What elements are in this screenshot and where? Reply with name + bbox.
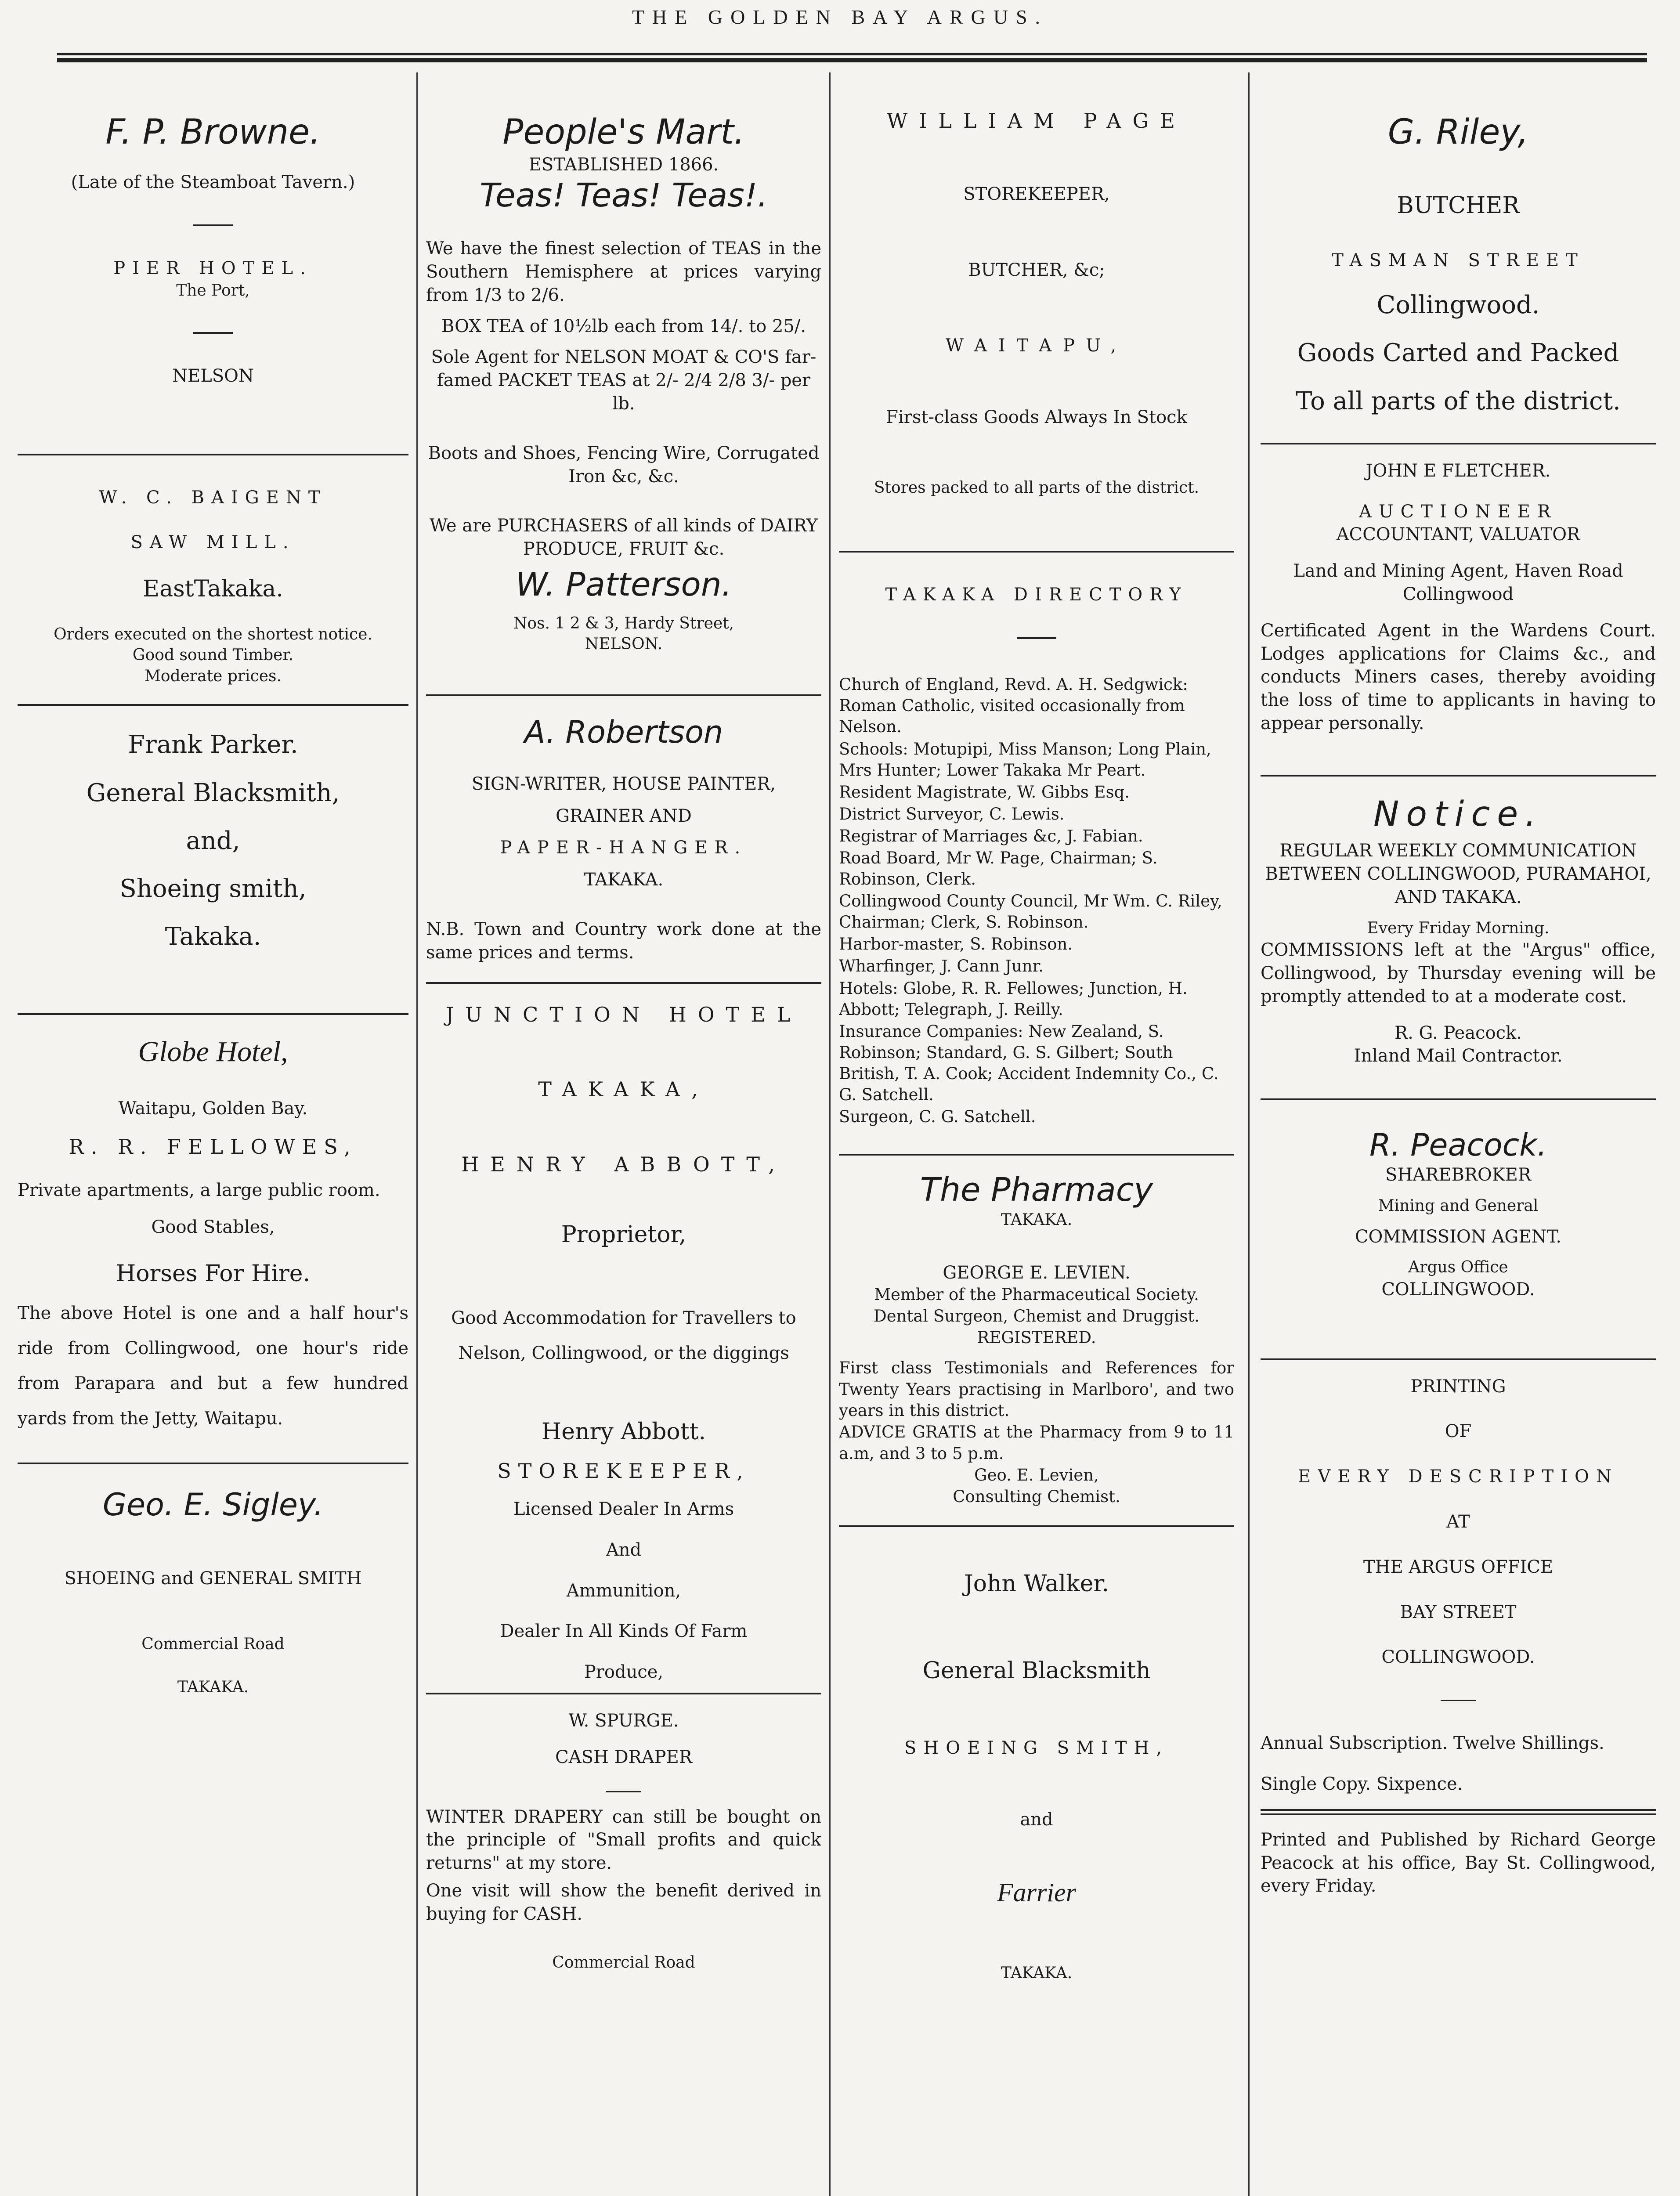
ad-text: Proprietor, [561, 1221, 686, 1248]
directory-entry: Road Board, Mr W. Page, Chairman; S. Robinson, Clerk. [839, 848, 1158, 889]
ad-sigley [18, 1486, 408, 1698]
directory-entry: District Surveyor, C. Lewis. [839, 804, 1065, 824]
ad-text: Geo. E. Levien, [974, 1465, 1099, 1484]
ad-text: Orders executed on the shortest notice. [54, 625, 372, 643]
ad-text: One visit will show the benefit derived in buying for CASH. [426, 1881, 821, 1924]
imprint: Printed and Published by Richard George Peacock at his office, Bay St. Collingwood, every Friday. [1261, 1829, 1656, 1896]
ad-parker [18, 721, 408, 961]
ad-text: EastTakaka. [143, 576, 283, 603]
ad-takaka-directory [839, 583, 1234, 1127]
ad-text: EVERY DESCRIPTION [1298, 1466, 1619, 1487]
ad-text: The Port, [176, 282, 250, 300]
ad-peacock [1261, 1127, 1656, 1301]
ad-globe-hotel [18, 1033, 408, 1436]
ad-text: Goods Carted and Packed [1297, 339, 1619, 368]
ad-text: We have the finest selection of TEAS in the Southern Hemisphere at prices varying from 1/3 to 2/6. [426, 238, 821, 305]
column-3 [839, 72, 1234, 2196]
ad-text: and, [186, 826, 240, 855]
ad-text: COMMISSIONS left at the "Argus" office, Collingwood, by Thursday evening will be promptly attended to at a moderate cost. [1261, 940, 1656, 1007]
ad-title: Teas! Teas! Teas!. [479, 177, 768, 215]
ad-text: Private apartments, a large public room. [18, 1180, 380, 1200]
ad-text: Henry Abbott. [541, 1418, 706, 1445]
ad-text: Annual Subscription. Twelve Shillings. [1261, 1733, 1604, 1754]
column-1 [18, 72, 408, 2196]
ad-text: PRINTING [1410, 1376, 1506, 1397]
ad-text: Produce, [584, 1662, 664, 1683]
ad-text: SIGN-WRITER, HOUSE PAINTER, [471, 773, 776, 794]
column-2 [426, 72, 821, 2196]
ad-text: General Blacksmith [922, 1658, 1151, 1684]
ad-title: G. Riley, [1387, 112, 1529, 152]
ad-text: (Late of the Steamboat Tavern.) [71, 172, 355, 192]
ad-browne [18, 72, 408, 388]
ad-text: SAW MILL. [130, 532, 296, 553]
ad-text: Sole Agent for NELSON MOAT & CO'S far-famed PACKET TEAS at 2/- 2/4 2/8 3/- per lb. [431, 347, 817, 414]
ad-text: BAY STREET [1400, 1602, 1517, 1622]
ad-text: CASH DRAPER [555, 1747, 692, 1767]
ad-text: Land and Mining Agent, Haven Road Collingwood [1293, 561, 1623, 604]
ad-text: BUTCHER, &c; [968, 260, 1105, 280]
column-rule [1248, 72, 1250, 2196]
directory-entry: Wharfinger, J. Cann Junr. [839, 957, 1044, 976]
ad-text: TAKAKA. [1001, 1964, 1073, 1982]
ad-text: Dealer In All Kinds Of Farm [500, 1621, 748, 1642]
directory-entry: Harbor-master, S. Robinson. [839, 935, 1073, 954]
ad-text: Stores packed to all parts of the district. [874, 478, 1199, 497]
ad-text: WINTER DRAPERY can still be bought on the principle of "Small profits and quick returns" at my store. [426, 1806, 821, 1874]
ad-notice [1261, 794, 1656, 1068]
ad-text: TAKAKA. [584, 870, 664, 890]
ad-text: Certificated Agent in the Wardens Court. Lodges applications for Claims &c., and conducts Miners cases, thereby avoiding the loss of time to applicants in having to appear personally. [1261, 620, 1656, 733]
ad-title: W. Patterson. [515, 565, 732, 603]
ad-text: ADVICE GRATIS at the Pharmacy from 9 to 11 a.m, and 3 to 5 p.m. [839, 1423, 1234, 1463]
ad-text: We are PURCHASERS of all kinds of DAIRY PRODUCE, FRUIT &c. [430, 516, 818, 560]
ad-text: WAITAPU, [945, 336, 1128, 356]
ad-text: Horses For Hire. [116, 1260, 311, 1287]
ad-junction-hotel [426, 1001, 821, 1684]
ad-text: Mining and General [1378, 1197, 1539, 1215]
ad-text: TAKAKA. [1001, 1210, 1073, 1229]
directory-entry: Resident Magistrate, W. Gibbs Esq. [839, 782, 1130, 802]
ad-pharmacy [839, 1170, 1234, 1507]
directory-entry: Surgeon, C. G. Satchell. [839, 1107, 1036, 1127]
ad-title: A. Robertson [524, 714, 723, 750]
ad-fletcher [1261, 459, 1656, 735]
ad-walker [839, 1562, 1234, 1984]
ad-text: TASMAN STREET [1332, 250, 1585, 271]
ad-text: PIER HOTEL. [113, 258, 313, 279]
ad-title: Geo. E. Sigley. [102, 1486, 324, 1523]
ad-title: W. SPURGE. [568, 1711, 679, 1731]
ad-printing [1261, 1375, 1656, 1898]
ad-text: COLLINGWOOD. [1381, 1647, 1535, 1668]
masthead: THE GOLDEN BAY ARGUS. [632, 6, 1048, 28]
directory-entry: Church of England, Revd. A. H. Sedgwick: Roman Catholic, visited occasionally from Nelson. [839, 675, 1188, 737]
ad-title: W. C. BAIGENT [99, 487, 327, 508]
ad-text: SHOEING SMITH, [904, 1738, 1169, 1759]
ad-text: And [606, 1539, 642, 1560]
ad-text: Waitapu, Golden Bay. [118, 1098, 308, 1119]
ad-text: Commercial Road [552, 1953, 695, 1972]
ad-text: PAPER-HANGER. [500, 838, 748, 858]
ad-text: Argus Office [1408, 1258, 1508, 1277]
ad-text: Dental Surgeon, Chemist and Druggist. [874, 1307, 1199, 1326]
ad-text: Takaka. [165, 922, 261, 951]
ad-text: General Blacksmith, [86, 778, 340, 807]
ad-peoples-mart [426, 72, 821, 655]
ad-text: Consulting Chemist. [953, 1487, 1120, 1506]
ad-title: People's Mart. [502, 112, 745, 152]
ad-text: AT [1446, 1512, 1470, 1532]
ad-title: JUNCTION HOTEL [445, 1002, 802, 1026]
ad-text: COLLINGWOOD. [1381, 1279, 1535, 1300]
ad-text: NELSON [172, 365, 254, 386]
ad-text: OF [1445, 1421, 1472, 1442]
ad-text: STOREKEEPER, [963, 184, 1110, 204]
ad-text: Nos. 1 2 & 3, Hardy Street, [513, 614, 734, 632]
directory-entry: Collingwood County Council, Mr Wm. C. Riley, Chairman; Clerk, S. Robinson. [839, 892, 1222, 932]
ad-baigent [18, 486, 408, 687]
ad-text: Inland Mail Contractor. [1354, 1046, 1563, 1066]
ad-text: R. G. Peacock. [1395, 1022, 1522, 1043]
ad-text: ACCOUNTANT, VALUATOR [1336, 524, 1580, 545]
ad-text: GEORGE E. LEVIEN. [943, 1262, 1131, 1283]
ad-text: AUCTIONEER [1359, 501, 1557, 522]
ad-text: GRAINER AND [556, 805, 692, 826]
ad-text: Collingwood. [1377, 291, 1540, 320]
ad-text: REGULAR WEEKLY COMMUNICATION BETWEEN COLLINGWOOD, PURAMAHOI, AND TAKAKA. [1265, 841, 1651, 907]
ad-text: THE ARGUS OFFICE [1363, 1557, 1554, 1577]
ad-text: HENRY ABBOTT, [461, 1152, 786, 1176]
ad-spurge [426, 1709, 821, 1973]
ad-title: Notice. [1373, 794, 1543, 834]
directory-list [839, 674, 1234, 1127]
ad-text: Ammunition, [566, 1580, 681, 1601]
ad-text: Shoeing smith, [119, 874, 307, 903]
ad-title: Frank Parker. [128, 730, 298, 759]
ad-text: TAKAKA, [538, 1077, 709, 1102]
ad-text: Moderate prices. [145, 667, 282, 685]
ad-title: JOHN E FLETCHER. [1366, 460, 1551, 481]
masthead-rule [57, 53, 1647, 62]
ad-title: TAKAKA DIRECTORY [885, 585, 1188, 605]
column-rule [829, 72, 831, 2196]
ad-title: R. Peacock. [1369, 1127, 1547, 1163]
ad-text: BUTCHER [1397, 192, 1520, 219]
column-4 [1261, 72, 1656, 2196]
directory-entry: Insurance Companies: New Zealand, S. Robinson; Standard, G. S. Gilbert; South British, T. A. Cook; Accident Indemnity Co., C. G. Satchell. [839, 1022, 1219, 1104]
directory-entry: Schools: Motupipi, Miss Manson; Long Plain, Mrs Hunter; Lower Takaka Mr Peart. [839, 739, 1211, 780]
ad-text: SHOEING and GENERAL SMITH [64, 1568, 362, 1589]
ad-text: Licensed Dealer In Arms [513, 1499, 734, 1520]
ad-robertson [426, 714, 821, 964]
column-rule [416, 72, 418, 2196]
ad-title: WILLIAM PAGE [887, 109, 1186, 133]
ad-text: STOREKEEPER, [497, 1459, 750, 1483]
ad-riley [1261, 72, 1656, 425]
ad-text: SHAREBROKER [1385, 1165, 1531, 1185]
ad-text: Good Accommodation for Travellers to Nelson, Collingwood, or the diggings [451, 1307, 796, 1363]
ad-text: Member of the Pharmaceutical Society. [874, 1285, 1199, 1304]
ad-text: NELSON. [585, 635, 663, 654]
ad-title: The Pharmacy [920, 1171, 1153, 1209]
ad-william-page [839, 72, 1234, 498]
directory-entry: Registrar of Marriages &c, J. Fabian. [839, 826, 1143, 845]
ad-text: REGISTERED. [977, 1328, 1096, 1347]
ad-text: and [1020, 1809, 1053, 1830]
ad-text: Farrier [997, 1878, 1076, 1907]
ad-text: Good Stables, [151, 1217, 275, 1237]
ad-text: Boots and Shoes, Fencing Wire, Corrugated Iron &c, &c. [428, 443, 820, 487]
ad-text: First-class Goods Always In Stock [886, 407, 1187, 428]
ad-text: Commercial Road [141, 1635, 285, 1654]
ad-text: The above Hotel is one and a half hour's ride from Collingwood, one hour's ride from Parapara and but a few hundred yards from the Jetty, Waitapu. [18, 1303, 408, 1429]
ad-text: First class Testimonials and References for Twenty Years practising in Marlboro', and two years in this district. [839, 1358, 1234, 1420]
ad-text: TAKAKA. [177, 1678, 249, 1696]
ad-title: John Walker. [964, 1570, 1109, 1597]
ad-text: BOX TEA of 10½lb each from 14/. to 25/. [441, 316, 806, 336]
ad-title: F. P. Browne. [105, 112, 321, 152]
ad-text: Good sound Timber. [132, 646, 294, 665]
ad-text: To all parts of the district. [1296, 386, 1621, 415]
directory-entry: Hotels: Globe, R. R. Fellowes; Junction, H. Abbott; Telegraph, J. Reilly. [839, 979, 1188, 1019]
ad-text: R. R. FELLOWES, [69, 1135, 358, 1159]
ad-text: Single Copy. Sixpence. [1261, 1774, 1463, 1794]
ad-text: ESTABLISHED 1866. [528, 154, 719, 175]
ad-text: COMMISSION AGENT. [1355, 1226, 1562, 1247]
ad-text: N.B. Town and Country work done at the same prices and terms. [426, 919, 821, 963]
ad-title: Globe Hotel, [138, 1036, 288, 1068]
ad-text: Every Friday Morning. [1367, 919, 1550, 937]
